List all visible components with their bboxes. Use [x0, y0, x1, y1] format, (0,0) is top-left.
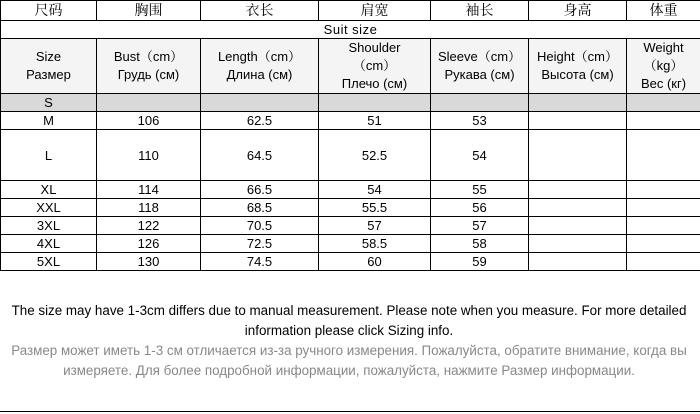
cell-length: 66.5	[201, 181, 319, 199]
cell-length: 62.5	[201, 112, 319, 130]
table-row	[1, 235, 700, 253]
cell-sleeve: 58	[431, 235, 529, 253]
cell-shoulder: 52.5	[319, 130, 431, 181]
header-size	[1, 39, 97, 94]
cell-shoulder: 54	[319, 181, 431, 199]
chinese-header-row	[1, 1, 700, 21]
cell-bust: 118	[97, 199, 201, 217]
table-title: Suit size	[1, 21, 700, 39]
header-weight-ru: Вес (кг)	[640, 76, 687, 91]
cell-weight	[627, 253, 700, 271]
cell-bust: 126	[97, 235, 201, 253]
header-weight-en: Weight	[643, 40, 684, 55]
cell-length: 74.5	[201, 253, 319, 271]
table-row	[1, 112, 700, 130]
note-english: The size may have 1-3cm differs due to manual measurement. Please note when you measure. For more detailed information please click Sizing info.	[11, 303, 687, 338]
header-sleeve	[431, 39, 529, 94]
bottom-divider	[0, 411, 700, 412]
column-header-row	[1, 39, 700, 94]
table-row	[1, 217, 700, 235]
cell-size: XL	[1, 181, 97, 199]
cn-header-length: 衣长	[201, 1, 319, 21]
table-row	[1, 130, 700, 181]
table-row	[1, 253, 700, 271]
cell-shoulder	[319, 94, 431, 112]
header-bust-en: Bust（cm）	[113, 49, 184, 64]
cell-bust	[97, 94, 201, 112]
cell-weight	[627, 112, 700, 130]
header-height-ru: Высота (см)	[541, 67, 614, 82]
cell-sleeve: 59	[431, 253, 529, 271]
cell-height	[529, 94, 627, 112]
header-weight	[627, 39, 700, 94]
cn-header-size: 尺码	[1, 1, 97, 21]
header-sleeve-en: Sleeve（cm）	[437, 49, 522, 64]
measurement-note	[4, 301, 694, 381]
cell-length: 68.5	[201, 199, 319, 217]
cell-bust: 130	[97, 253, 201, 271]
cell-length	[201, 94, 319, 112]
cell-size: M	[1, 112, 97, 130]
cell-height	[529, 181, 627, 199]
cell-height	[529, 130, 627, 181]
cell-weight	[627, 235, 700, 253]
cn-header-sleeve: 袖长	[431, 1, 529, 21]
cell-sleeve: 56	[431, 199, 529, 217]
header-shoulder-unit: （cm）	[352, 58, 397, 73]
cell-sleeve	[431, 94, 529, 112]
cell-height	[529, 112, 627, 130]
cell-shoulder: 55.5	[319, 199, 431, 217]
note-russian: Размер может иметь 1-3 см отличается из-за ручного измерения. Пожалуйста, обратите внимание, когда вы измеряете. Для более подробной информации, пожалуйста, нажмите Размер информации.	[11, 343, 687, 378]
header-weight-unit: （kg）	[643, 58, 684, 73]
cell-size: XXL	[1, 199, 97, 217]
cell-bust: 110	[97, 130, 201, 181]
cell-height	[529, 199, 627, 217]
cell-bust: 114	[97, 181, 201, 199]
header-sleeve-ru: Рукава (см)	[444, 67, 515, 82]
cell-weight	[627, 217, 700, 235]
cell-size: 3XL	[1, 217, 97, 235]
cell-bust: 106	[97, 112, 201, 130]
cell-length: 64.5	[201, 130, 319, 181]
header-height	[529, 39, 627, 94]
header-length	[201, 39, 319, 94]
cn-header-weight: 体重	[627, 1, 700, 21]
cell-size: S	[1, 94, 97, 112]
cn-header-height: 身高	[529, 1, 627, 21]
cell-size: 4XL	[1, 235, 97, 253]
header-size-ru: Размер	[26, 67, 71, 82]
cell-weight	[627, 130, 700, 181]
cn-header-bust: 胸围	[97, 1, 201, 21]
header-size-en: Size	[35, 49, 62, 64]
header-shoulder-en: Shoulder	[348, 40, 401, 55]
cell-height	[529, 217, 627, 235]
cell-sleeve: 54	[431, 130, 529, 181]
cell-length: 70.5	[201, 217, 319, 235]
cn-header-shoulder: 肩宽	[319, 1, 431, 21]
table-row	[1, 199, 700, 217]
table-row	[1, 94, 700, 112]
header-height-en: Height（cm）	[537, 49, 618, 64]
cell-sleeve: 57	[431, 217, 529, 235]
cell-bust: 122	[97, 217, 201, 235]
cell-sleeve: 55	[431, 181, 529, 199]
header-length-ru: Длина (см)	[226, 67, 293, 82]
cell-sleeve: 53	[431, 112, 529, 130]
table-title-row	[1, 21, 700, 39]
cell-length: 72.5	[201, 235, 319, 253]
cell-weight	[627, 181, 700, 199]
header-shoulder	[319, 39, 431, 94]
cell-shoulder: 57	[319, 217, 431, 235]
cell-size: 5XL	[1, 253, 97, 271]
table-row	[1, 181, 700, 199]
header-bust	[97, 39, 201, 94]
cell-shoulder: 60	[319, 253, 431, 271]
cell-shoulder: 51	[319, 112, 431, 130]
header-length-en: Length（cm）	[217, 49, 302, 64]
cell-height	[529, 253, 627, 271]
cell-height	[529, 235, 627, 253]
cell-weight	[627, 94, 700, 112]
cell-size: L	[1, 130, 97, 181]
cell-weight	[627, 199, 700, 217]
cell-shoulder: 58.5	[319, 235, 431, 253]
header-bust-ru: Грудь (см)	[117, 67, 180, 82]
header-shoulder-ru: Плечо (см)	[341, 76, 408, 91]
